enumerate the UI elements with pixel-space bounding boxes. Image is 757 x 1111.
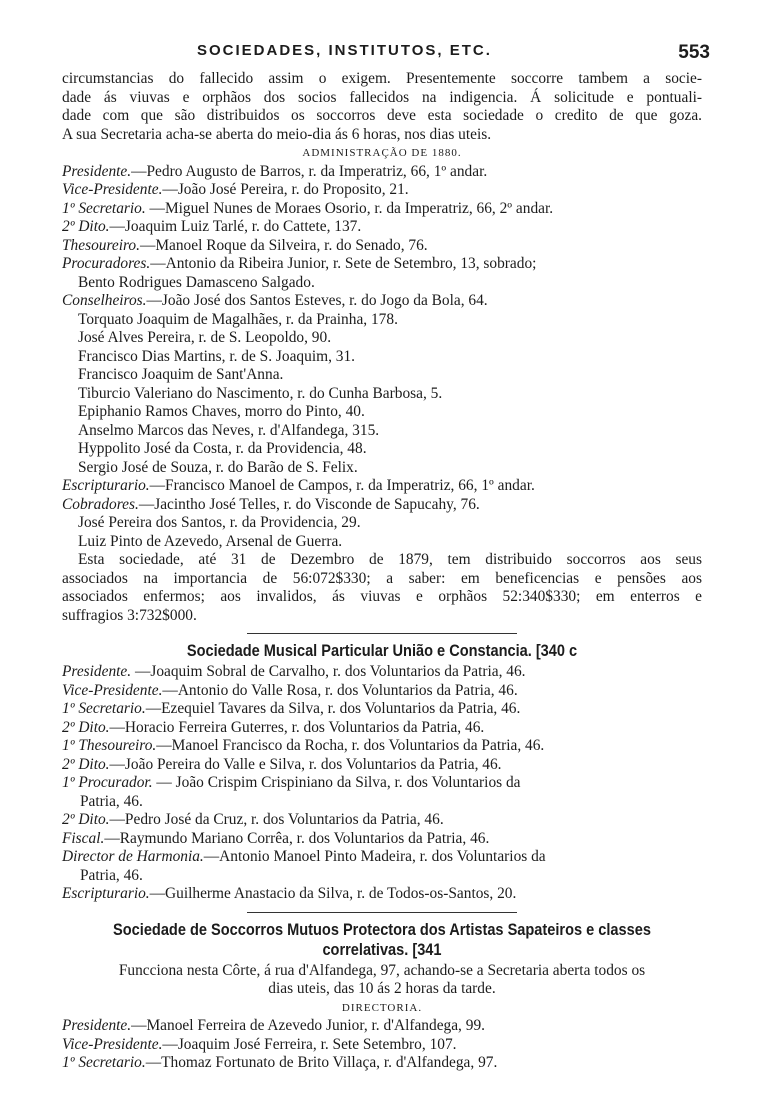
text-line: Funcciona nesta Côrte, á rua d'Alfandega, 97, achando-se a Secretaria aberta todos os	[118, 961, 646, 979]
entry	[62, 218, 702, 237]
entry	[62, 422, 702, 441]
entry-role: Procuradores.	[62, 255, 151, 272]
entry	[62, 737, 702, 756]
entry-text: —Jacintho José Telles, r. do Visconde de Sapucahy, 76.	[138, 495, 480, 513]
entry-text: —Manoel Ferreira de Azevedo Junior, r. d'Alfandega, 99.	[131, 1017, 485, 1034]
section-3-title-line: correlativas. [341	[322, 940, 442, 959]
entry-text: Anselmo Marcos das Neves, r. d'Alfandega, 315.	[78, 421, 380, 439]
entry-text: —Antonio Manoel Pinto Madeira, r. dos Voluntarios da	[203, 848, 546, 865]
entry-role: 1º Procurador.	[62, 774, 153, 791]
entry-text: —Ezequiel Tavares da Silva, r. dos Voluntarios da Patria, 46.	[145, 700, 521, 717]
entry	[62, 237, 702, 256]
entry	[62, 793, 702, 812]
entry-text: Bento Rodrigues Damasceno Salgado.	[78, 273, 315, 291]
entry-text: José Alves Pereira, r. de S. Leopoldo, 90.	[78, 329, 332, 346]
section-2-entries	[62, 663, 702, 904]
entry-role: 2º Dito.	[62, 755, 110, 773]
entry-text: Francisco Joaquim de Sant'Anna.	[78, 366, 284, 383]
text-line: Esta sociedade, até 31 de Dezembro de 1879, tem distribuido soccorros aos seus	[78, 551, 702, 568]
entry	[62, 830, 702, 849]
entry	[62, 255, 702, 274]
text-line: A sua Secretaria acha-se aberta do meio-dia ás 6 horas, nos dias uteis.	[62, 125, 492, 143]
entry	[62, 774, 702, 793]
entry-text: —Thomaz Fortunato de Brito Villaça, r. d'Alfandega, 97.	[145, 1054, 498, 1071]
entry-role: Fiscal.	[62, 829, 105, 847]
section-1-note	[62, 551, 702, 625]
entry-role: 2º Dito.	[62, 811, 110, 828]
entry	[62, 477, 702, 496]
entry-text: Epiphanio Ramos Chaves, morro do Pinto, 40.	[78, 403, 365, 420]
entry-text: — João Crispim Crispiniano da Silva, r. dos Voluntarios da	[152, 774, 521, 791]
entry-text: José Pereira dos Santos, r. da Providencia, 29.	[78, 514, 361, 531]
entry-text: —Joaquim Sobral de Carvalho, r. dos Voluntarios da Patria, 46.	[131, 663, 526, 680]
directoria-heading: DIRECTORIA.	[341, 1001, 423, 1014]
entry-role: Vice-Presidente.	[62, 181, 163, 198]
entry-text: —Antonio do Valle Rosa, r. dos Voluntarios da Patria, 46.	[162, 681, 518, 699]
entry-role: Cobradores.	[62, 495, 139, 513]
entry-role: 2º Dito.	[62, 718, 110, 736]
section-2-title: Sociedade Musical Particular União e Constancia. [340 c	[186, 642, 578, 660]
section-divider	[247, 633, 517, 634]
entry	[62, 163, 702, 182]
entry-role: 1º Secretario.	[62, 1054, 146, 1071]
entry	[62, 440, 702, 459]
entry-role: Thesoureiro.	[62, 236, 140, 254]
entry-role: Presidente.	[62, 162, 132, 180]
entry-text: Torquato Joaquim de Magalhães, r. da Prainha, 178.	[78, 310, 398, 328]
section-3-title-line: Sociedade de Soccorros Mutuos Protectora dos Artistas Sapateiros e classes	[113, 920, 651, 939]
entry	[62, 311, 702, 330]
intro-paragraph	[62, 70, 702, 144]
entry-role: Presidente.	[62, 663, 132, 680]
entry	[62, 1036, 702, 1055]
text-line: circumstancias do fallecido assim o exigem. Presentemente soccorre tambem a socie-	[62, 70, 702, 87]
entry	[62, 719, 702, 738]
entry-text: —João José Pereira, r. do Proposito, 21.	[162, 181, 409, 198]
entry-text: —Francisco Manoel de Campos, r. da Imperatriz, 66, 1º andar.	[149, 477, 535, 494]
entry	[62, 1054, 702, 1073]
entry	[62, 682, 702, 701]
page-header	[62, 40, 710, 70]
entry-role: Escripturario.	[62, 477, 150, 494]
running-title: SOCIEDADES, INSTITUTOS, ETC.	[197, 42, 492, 59]
entry-text: —João Pereira do Valle e Silva, r. dos Voluntarios da Patria, 46.	[109, 755, 502, 773]
entry-text: —Antonio da Ribeira Junior, r. Sete de Setembro, 13, sobrado;	[150, 255, 537, 272]
entry	[62, 848, 702, 867]
entry-role: 1º Secretario.	[62, 700, 146, 717]
entry-text: —Manoel Roque da Silveira, r. do Senado, 76.	[139, 236, 428, 254]
section-3-info	[62, 962, 702, 999]
entry	[62, 700, 702, 719]
entry-text: —Miguel Nunes de Moraes Osorio, r. da Imperatriz, 66, 2º andar.	[145, 199, 554, 217]
text-line: associados na importancia de 56:072$330; a saber: em beneficencias e pensões aos	[62, 569, 702, 587]
entry	[62, 533, 702, 552]
text-line: dade ás viuvas e orphãos dos socios fallecidos na indigencia. Á solicitude e pontuali-	[62, 88, 702, 106]
entry-text: —Joaquim Luiz Tarlé, r. do Cattete, 137.	[109, 218, 362, 235]
section-3-title	[62, 920, 702, 960]
entry-text: Tiburcio Valeriano do Nascimento, r. do Cunha Barbosa, 5.	[78, 384, 443, 402]
entry-text: —João José dos Santos Esteves, r. do Jogo da Bola, 64.	[146, 292, 488, 309]
entry	[62, 496, 702, 515]
entry-text: Sergio José de Souza, r. do Barão de S. Felix.	[78, 458, 358, 476]
entry	[62, 348, 702, 367]
page-number: 553	[678, 42, 710, 63]
entry-role: Director de Harmonia.	[62, 848, 204, 865]
entry	[62, 1017, 702, 1036]
entry-role: 1º Thesoureiro.	[62, 737, 157, 754]
entry	[62, 459, 702, 478]
text-line: suffragios 3:732$000.	[62, 606, 197, 624]
entry-text: Patria, 46.	[80, 792, 143, 810]
text-line: associados enfermos; aos invalidos, ás viuvas e orphãos 52:340$330; em enterros e	[62, 588, 702, 605]
section-1-entries	[62, 163, 702, 552]
entry-text: —Pedro José da Cruz, r. dos Voluntarios da Patria, 46.	[109, 811, 444, 828]
entry-role: Conselheiros.	[62, 292, 147, 309]
entry	[62, 756, 702, 775]
entry-text: —Horacio Ferreira Guterres, r. dos Voluntarios da Patria, 46.	[109, 718, 485, 736]
entry-text: Patria, 46.	[80, 866, 143, 884]
document-page	[62, 40, 710, 1073]
entry-role: 1º Secretario.	[62, 199, 146, 217]
entry-text: —Raymundo Mariano Corrêa, r. dos Voluntarios da Patria, 46.	[104, 829, 490, 847]
entry-role: 2º Dito.	[62, 218, 110, 235]
entry-text: —Guilherme Anastacio da Silva, r. de Todos-os-Santos, 20.	[149, 885, 517, 902]
entry-role: Escripturario.	[62, 885, 150, 902]
entry-text: Luiz Pinto de Azevedo, Arsenal de Guerra.	[78, 532, 343, 550]
entry-text: —Manoel Francisco da Rocha, r. dos Voluntarios da Patria, 46.	[156, 737, 545, 754]
entry	[62, 292, 702, 311]
entry	[62, 181, 702, 200]
entry	[62, 885, 702, 904]
entry	[62, 366, 702, 385]
text-line: dade com que são distribuidos os soccorros deve esta sociedade o credito de que goza.	[62, 107, 702, 124]
entry	[62, 274, 702, 293]
text-line: dias uteis, das 10 ás 2 horas da tarde.	[268, 980, 496, 997]
entry-role: Vice-Presidente.	[62, 1035, 163, 1053]
entry-text: Hyppolito José da Costa, r. da Providencia, 48.	[78, 440, 367, 457]
entry	[62, 329, 702, 348]
entry-role: Presidente.	[62, 1017, 132, 1034]
entry	[62, 200, 702, 219]
section-divider	[247, 912, 517, 913]
entry	[62, 403, 702, 422]
entry	[62, 811, 702, 830]
entry	[62, 514, 702, 533]
section-3-entries	[62, 1017, 702, 1073]
entry	[62, 663, 702, 682]
entry	[62, 385, 702, 404]
entry-text: Francisco Dias Martins, r. de S. Joaquim, 31.	[78, 347, 356, 365]
entry-text: —Joaquim José Ferreira, r. Sete Setembro, 107.	[162, 1035, 457, 1053]
administration-heading: ADMINISTRAÇÃO DE 1880.	[302, 147, 462, 159]
entry-role: Vice-Presidente.	[62, 681, 163, 699]
entry	[62, 867, 702, 886]
entry-text: —Pedro Augusto de Barros, r. da Imperatriz, 66, 1º andar.	[131, 162, 488, 180]
